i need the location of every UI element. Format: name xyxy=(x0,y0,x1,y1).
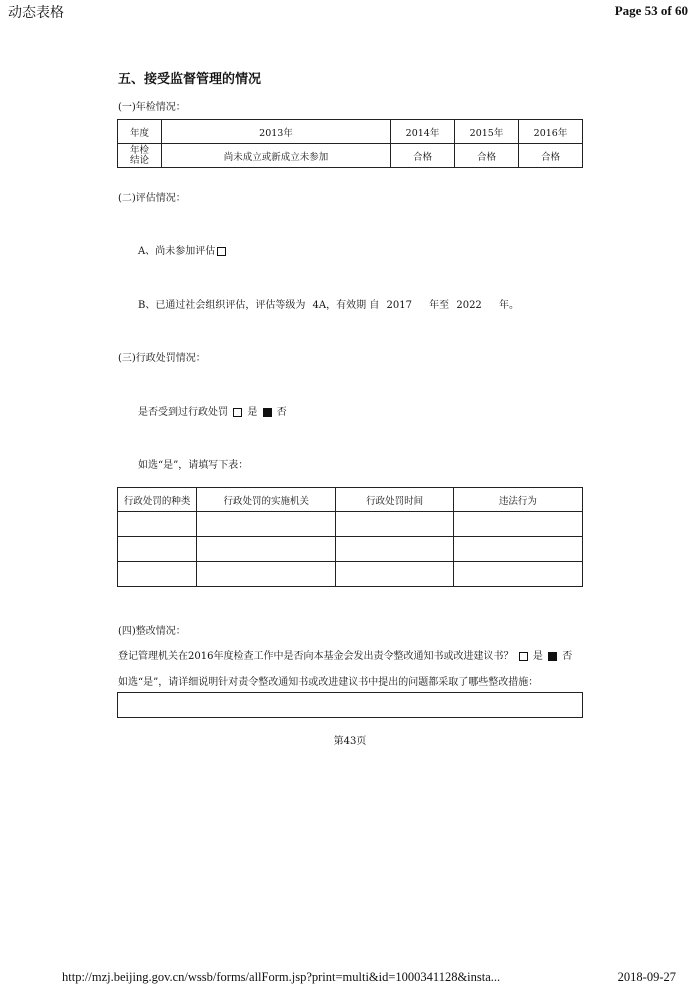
rectification-detail-prompt: 如选“是”，请详细说明针对责令整改通知书或改进建议书中提出的问题都采取了哪些整改措施： xyxy=(118,677,539,688)
table-cell[interactable] xyxy=(453,562,582,587)
annual-inspection-heading: (一)年检情况： xyxy=(118,102,186,113)
table-cell: 2016年 xyxy=(519,120,583,144)
header-title: 动态表格 xyxy=(8,5,64,21)
table-cell[interactable] xyxy=(197,512,336,537)
table-cell: 尚未成立或新成立未参加 xyxy=(162,144,391,168)
option-a-checkbox[interactable] xyxy=(217,247,226,256)
table-row xyxy=(118,537,583,562)
table-cell[interactable] xyxy=(197,537,336,562)
row-label-line: 年检 xyxy=(129,144,149,156)
table-cell[interactable] xyxy=(118,512,197,537)
from-year: 2017 xyxy=(386,300,412,311)
table-cell: 年度 xyxy=(118,120,162,144)
validity-prefix: ，有效期 自 xyxy=(326,300,380,311)
footer-date: 2018-09-27 xyxy=(617,970,676,984)
table-row xyxy=(118,120,583,144)
table-cell[interactable] xyxy=(336,562,453,587)
evaluation-grade: 4A xyxy=(312,300,327,311)
evaluation-option-a xyxy=(138,242,228,257)
table-cell[interactable] xyxy=(336,512,453,537)
penalty-table xyxy=(117,487,583,587)
table-cell[interactable] xyxy=(453,512,582,537)
penalty-no-label: 否 xyxy=(276,407,287,418)
rectification-yes-label: 是 xyxy=(532,651,543,662)
penalty-question-text: 是否受到过行政处罚 xyxy=(138,407,228,418)
rectification-heading: (四)整改情况： xyxy=(118,626,186,637)
table-row xyxy=(118,562,583,587)
column-header: 违法行为 xyxy=(453,488,582,512)
rectification-no-checkbox[interactable] xyxy=(548,652,557,661)
page-indicator: Page 53 of 60 xyxy=(614,3,688,18)
column-header: 行政处罚的种类 xyxy=(118,488,197,512)
year-suffix: 年。 xyxy=(498,300,519,311)
to-year: 2022 xyxy=(456,300,482,311)
table-cell: 合格 xyxy=(455,144,519,168)
table-header-row xyxy=(118,488,583,512)
table-cell[interactable] xyxy=(197,562,336,587)
row-label-line: 结论 xyxy=(129,154,149,166)
table-cell[interactable] xyxy=(118,562,197,587)
table-cell: 合格 xyxy=(391,144,455,168)
table-cell[interactable] xyxy=(453,537,582,562)
penalty-heading: (三)行政处罚情况： xyxy=(118,353,206,364)
table-cell[interactable] xyxy=(118,537,197,562)
option-a-label: A、尚未参加评估 xyxy=(138,246,216,257)
table-cell xyxy=(118,144,162,168)
penalty-yes-checkbox[interactable] xyxy=(233,408,242,417)
page-number: 第43页 xyxy=(333,736,367,747)
rectification-question-text: 登记管理机关在2016年度检查工作中是否向本基金会发出责令整改通知书或改进建议书？ xyxy=(118,651,514,662)
rectification-no-label: 否 xyxy=(562,651,573,662)
table-cell: 2014年 xyxy=(391,120,455,144)
rectification-answer-field[interactable] xyxy=(117,692,583,718)
column-header: 行政处罚的实施机关 xyxy=(197,488,336,512)
column-header: 行政处罚时间 xyxy=(336,488,453,512)
section-title: 五、接受监督管理的情况 xyxy=(118,72,262,87)
footer-url[interactable]: http://mzj.beijing.gov.cn/wssb/forms/allForm.jsp?print=multi&id=1000341128&insta... xyxy=(62,970,501,984)
table-cell: 2013年 xyxy=(162,120,391,144)
table-cell[interactable] xyxy=(336,537,453,562)
evaluation-heading: (二)评估情况： xyxy=(118,193,186,204)
evaluation-option-b xyxy=(138,296,519,311)
penalty-yes-label: 是 xyxy=(247,407,258,418)
annual-inspection-table xyxy=(117,119,583,168)
to-word: 年至 xyxy=(429,300,450,311)
table-cell: 合格 xyxy=(519,144,583,168)
table-row xyxy=(118,512,583,537)
table-cell: 2015年 xyxy=(455,120,519,144)
rectification-question xyxy=(118,647,572,662)
option-b-prefix: B、已通过社会组织评估，评估等级为 xyxy=(138,300,306,311)
rectification-yes-checkbox[interactable] xyxy=(519,652,528,661)
penalty-if-yes-note: 如选“是”，请填写下表： xyxy=(138,460,249,471)
table-row xyxy=(118,144,583,168)
penalty-no-checkbox[interactable] xyxy=(263,408,272,417)
penalty-question xyxy=(138,403,287,418)
